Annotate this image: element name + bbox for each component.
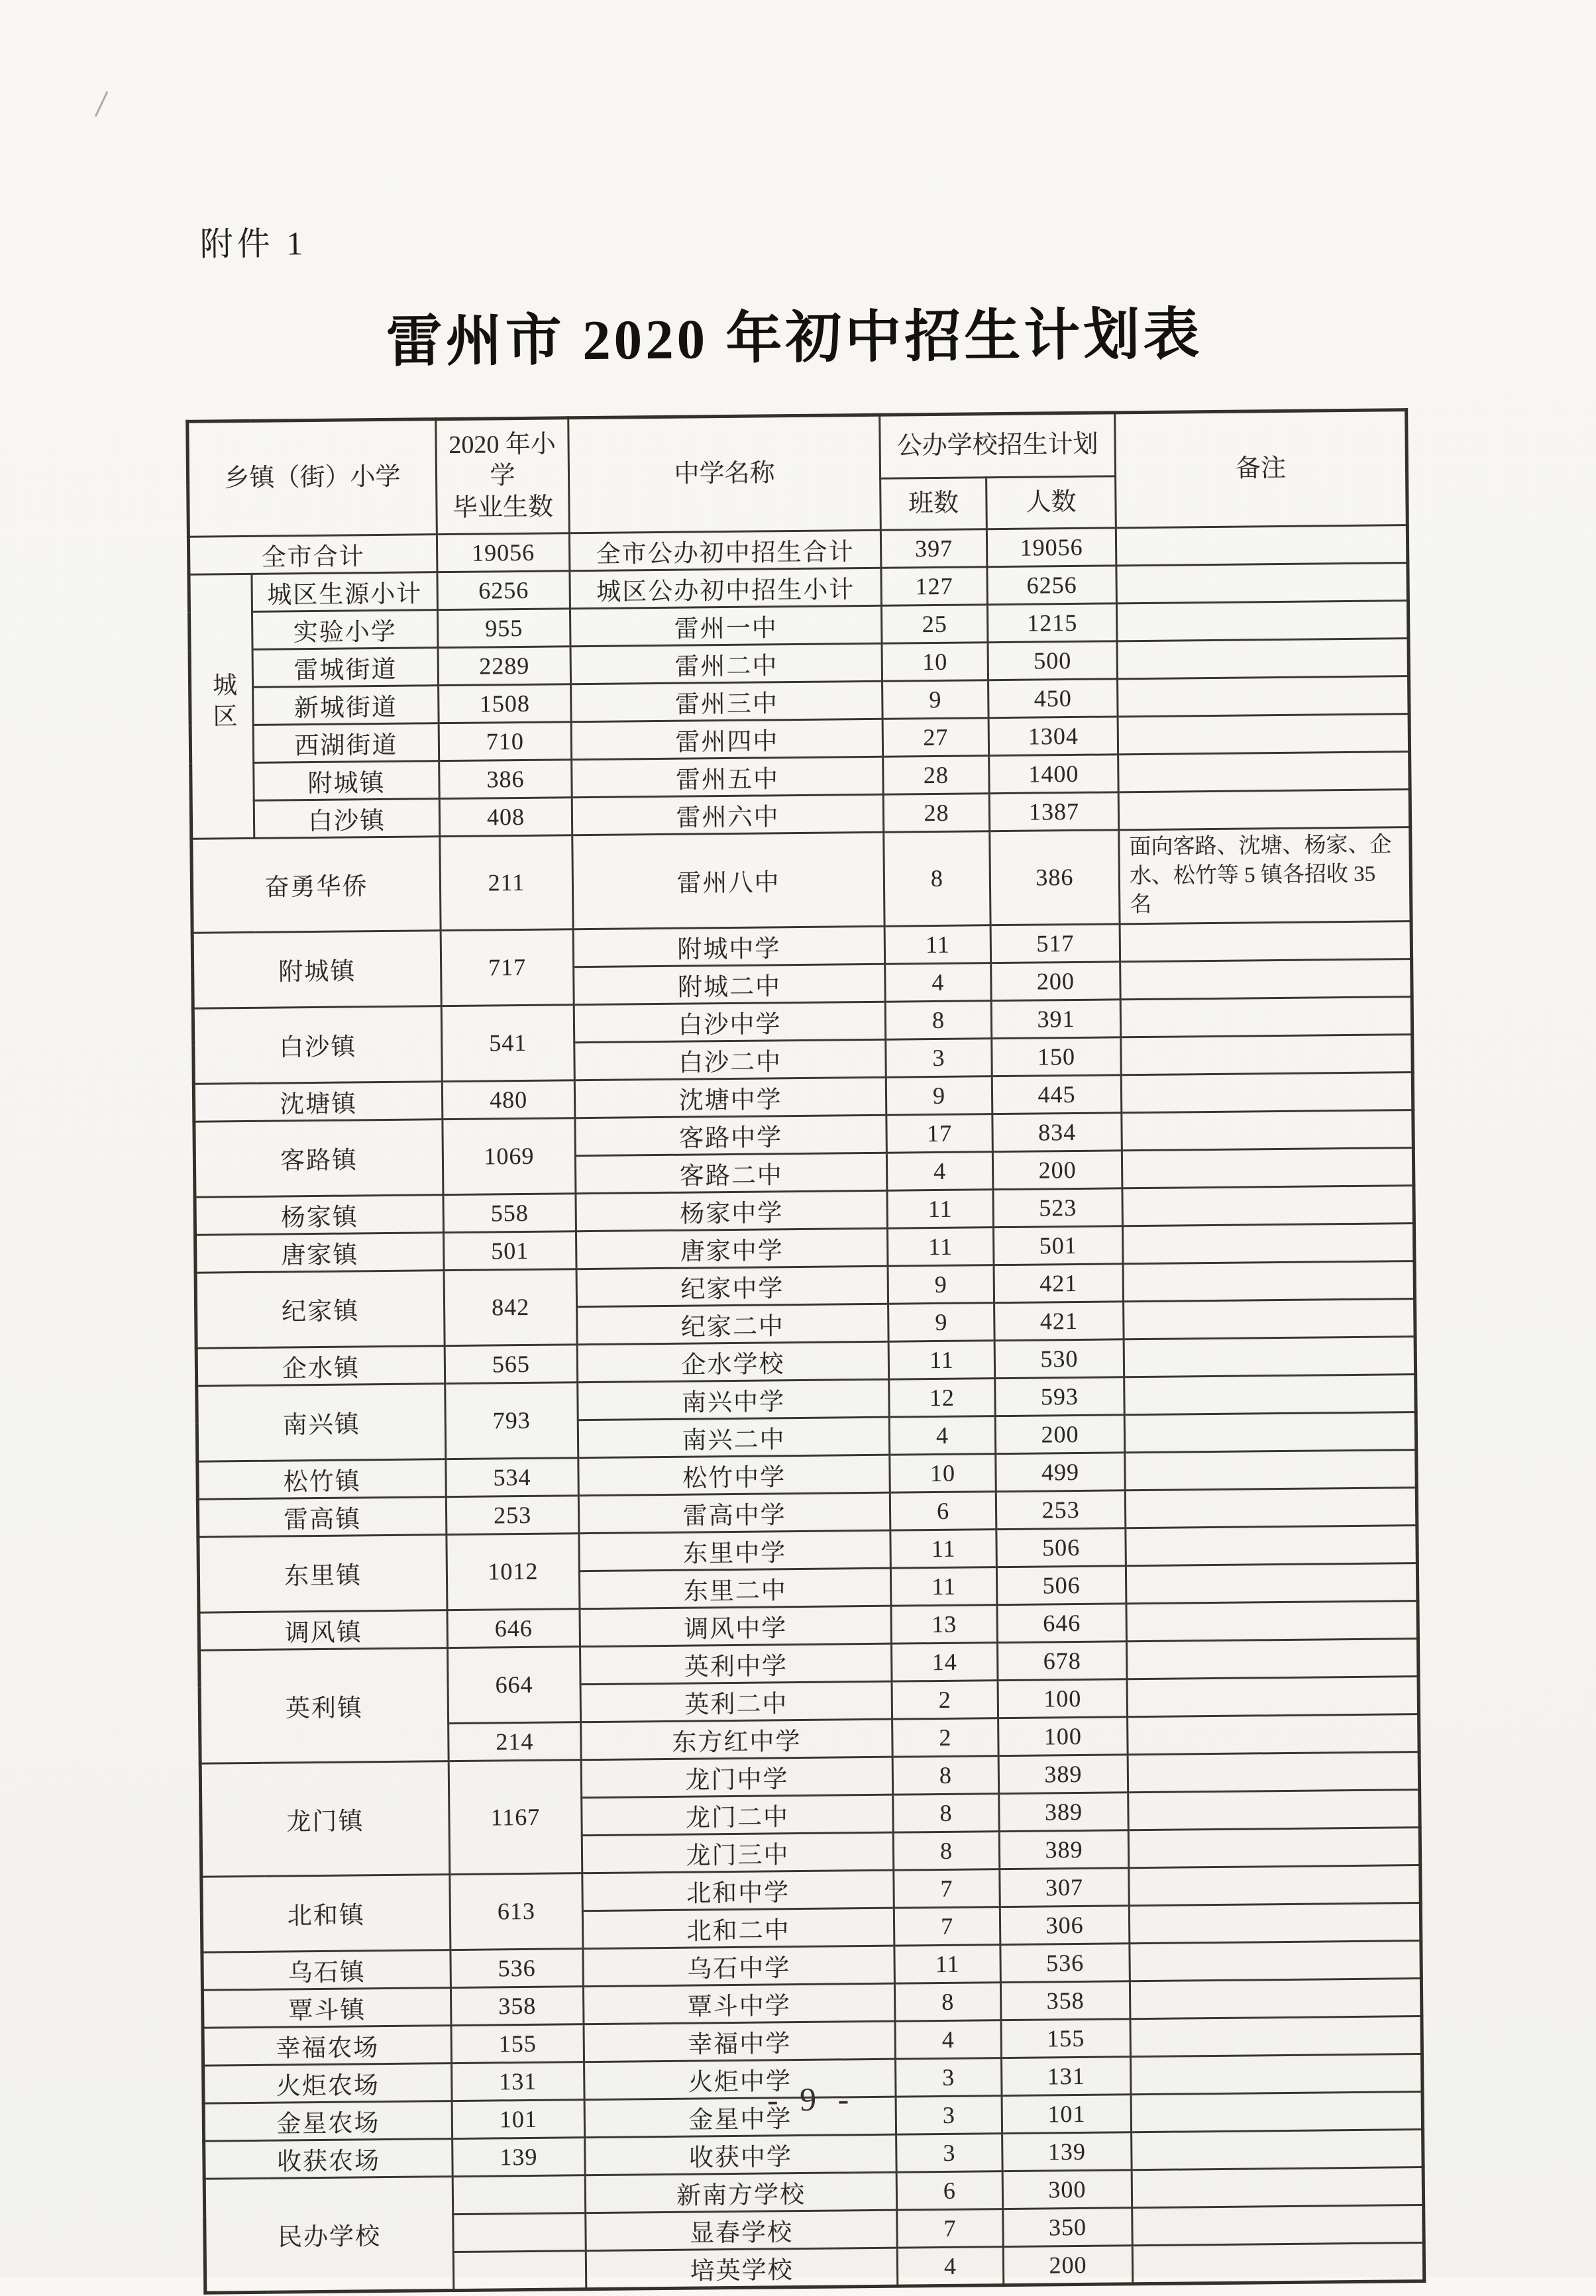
school-name-cell: 东里中学 [579, 1530, 891, 1571]
classes-cell: 13 [891, 1604, 998, 1644]
students-cell: 307 [1000, 1867, 1130, 1906]
classes-cell: 9 [886, 1076, 992, 1115]
school-name-cell: 英利中学 [580, 1644, 892, 1685]
school-name-cell: 南兴中学 [578, 1379, 890, 1420]
graduates-cell: 1069 [443, 1118, 576, 1194]
township-cell: 白沙镇 [254, 799, 440, 839]
school-name-cell: 雷州二中 [570, 643, 882, 684]
header-classes: 班数 [880, 478, 987, 531]
remark-cell [1132, 2242, 1424, 2283]
classes-cell: 4 [897, 2246, 1004, 2286]
students-cell: 1387 [989, 792, 1119, 831]
township-cell: 城区生源小计 [252, 572, 438, 612]
students-cell: 517 [990, 923, 1120, 963]
students-cell: 450 [988, 679, 1118, 718]
school-name-cell: 沈塘中学 [574, 1077, 886, 1118]
graduates-cell: 19056 [437, 533, 570, 572]
classes-cell: 6 [890, 1491, 996, 1530]
classes-cell: 11 [890, 1567, 997, 1606]
remark-cell [1122, 1110, 1414, 1150]
students-cell: 139 [1002, 2132, 1132, 2171]
graduates-cell: 842 [444, 1269, 577, 1345]
header-remark: 备注 [1115, 410, 1408, 528]
students-cell: 523 [993, 1188, 1123, 1227]
remark-cell [1125, 1449, 1417, 1490]
graduates-cell: 358 [451, 1986, 584, 2025]
page-number: - 9 - [767, 2080, 856, 2118]
school-name-cell: 培英学校 [586, 2248, 898, 2289]
school-name-cell: 客路中学 [575, 1115, 887, 1156]
students-cell: 536 [1000, 1943, 1130, 1982]
remark-cell [1120, 921, 1412, 961]
classes-cell: 10 [890, 1453, 996, 1492]
scan-artifact-mark [95, 91, 109, 117]
graduates-cell: 501 [444, 1231, 577, 1270]
township-cell: 纪家镇 [195, 1270, 445, 1348]
students-cell: 1215 [987, 603, 1117, 643]
students-cell: 389 [999, 1830, 1129, 1869]
students-cell: 445 [992, 1074, 1122, 1114]
township-cell: 唐家镇 [195, 1232, 445, 1273]
classes-cell: 28 [883, 756, 990, 795]
classes-cell: 28 [883, 794, 990, 833]
remark-cell [1127, 1676, 1419, 1716]
students-cell: 101 [1002, 2094, 1132, 2133]
classes-cell: 10 [882, 643, 988, 682]
remark-cell [1130, 1978, 1422, 2018]
school-name-cell: 白沙中学 [574, 1002, 886, 1043]
students-cell: 253 [996, 1490, 1126, 1529]
classes-cell: 2 [892, 1680, 998, 1719]
graduates-cell: 793 [445, 1382, 578, 1459]
graduates-cell: 214 [449, 1722, 582, 1761]
remark-cell [1118, 676, 1410, 717]
remark-cell [1124, 1298, 1416, 1339]
school-name-cell: 雷州五中 [572, 757, 884, 798]
district-group-cell [189, 574, 254, 839]
school-name-cell: 龙门二中 [582, 1795, 894, 1836]
school-name-cell: 城区公办初中招生小计 [570, 568, 882, 609]
remark-cell [1128, 1827, 1420, 1867]
students-cell: 593 [995, 1377, 1125, 1416]
remark-cell [1128, 1714, 1420, 1754]
students-cell: 200 [995, 1414, 1125, 1453]
school-name-cell: 北和二中 [582, 1908, 894, 1949]
remark-cell [1116, 601, 1409, 641]
remark-cell [1129, 1865, 1421, 1905]
school-name-cell: 调风中学 [580, 1606, 892, 1647]
school-name-cell: 纪家二中 [577, 1304, 889, 1345]
graduates-cell: 480 [442, 1080, 575, 1119]
remark-cell [1121, 1034, 1413, 1074]
township-cell: 金星农场 [203, 2101, 452, 2141]
township-cell: 收获农场 [204, 2138, 453, 2179]
township-cell: 调风镇 [199, 1610, 448, 1650]
remark-cell [1118, 790, 1410, 830]
header-school: 中学名称 [568, 415, 881, 533]
school-name-cell: 雷州一中 [570, 605, 882, 647]
graduates-cell: 408 [439, 798, 572, 837]
classes-cell: 3 [896, 2133, 1003, 2172]
school-name-cell: 雷州三中 [571, 681, 883, 722]
enrollment-table [186, 408, 1426, 2294]
remark-cell [1116, 525, 1408, 566]
classes-cell: 4 [886, 1151, 993, 1190]
township-cell: 附城镇 [254, 761, 440, 801]
students-cell: 300 [1002, 2169, 1132, 2209]
classes-cell: 14 [891, 1642, 998, 1681]
students-cell: 358 [1000, 1981, 1130, 2020]
school-name-cell: 雷州八中 [572, 832, 884, 929]
graduates-cell: 565 [445, 1344, 578, 1383]
school-name-cell: 东里二中 [579, 1568, 891, 1609]
school-name-cell: 新南方学校 [585, 2172, 897, 2213]
enrollment-table-container [186, 408, 1426, 2294]
school-name-cell: 雷高中学 [578, 1492, 890, 1534]
remark-cell [1126, 1600, 1418, 1641]
students-cell: 6256 [987, 566, 1117, 605]
school-name-cell: 覃斗中学 [583, 1983, 895, 2024]
township-cell: 龙门镇 [200, 1761, 450, 1877]
school-name-cell: 唐家中学 [576, 1228, 888, 1269]
classes-cell: 8 [884, 831, 990, 926]
students-cell: 389 [998, 1754, 1128, 1793]
township-cell: 民办学校 [204, 2176, 454, 2293]
remark-cell [1118, 714, 1410, 755]
classes-cell: 8 [892, 1755, 999, 1795]
students-cell: 1400 [989, 755, 1119, 794]
township-cell: 全市合计 [188, 535, 437, 575]
graduates-cell: 646 [447, 1608, 580, 1647]
school-name-cell: 南兴二中 [578, 1417, 890, 1458]
classes-cell: 9 [888, 1302, 995, 1341]
students-cell: 306 [1000, 1905, 1130, 1944]
classes-cell: 8 [894, 1982, 1001, 2021]
classes-cell: 11 [894, 1944, 1001, 1983]
township-cell: 企水镇 [196, 1345, 445, 1386]
classes-cell: 8 [893, 1831, 1000, 1870]
graduates-cell: 101 [452, 2099, 585, 2138]
classes-cell: 397 [880, 529, 987, 568]
graduates-cell [453, 2250, 586, 2290]
enrollment-table-head [187, 410, 1408, 537]
students-cell: 200 [991, 961, 1121, 1000]
remark-cell [1122, 1223, 1414, 1263]
remark-cell [1126, 1638, 1418, 1679]
classes-cell: 25 [881, 605, 988, 644]
school-name-cell: 纪家中学 [576, 1266, 888, 1307]
students-cell: 421 [994, 1263, 1124, 1302]
classes-cell: 11 [890, 1529, 997, 1568]
graduates-cell: 1167 [449, 1759, 582, 1874]
township-cell: 奋勇华侨 [191, 837, 441, 933]
school-name-cell: 附城二中 [574, 964, 886, 1005]
classes-cell: 4 [889, 1416, 996, 1455]
school-name-cell: 雷州六中 [572, 794, 884, 835]
classes-cell: 11 [887, 1227, 994, 1266]
classes-cell: 9 [888, 1265, 994, 1304]
remark-cell [1124, 1412, 1416, 1452]
remark-cell [1132, 2205, 1424, 2245]
students-cell: 200 [1003, 2245, 1133, 2285]
remark-cell: 面向客路、沈塘、杨家、企水、松竹等 5 镇各招收 35 名 [1119, 827, 1411, 924]
township-cell: 西湖街道 [253, 723, 439, 763]
students-cell: 501 [993, 1226, 1123, 1265]
header-row-1 [187, 410, 1407, 486]
township-cell: 沈塘镇 [193, 1081, 443, 1122]
students-cell: 19056 [986, 528, 1116, 567]
township-cell: 北和镇 [201, 1874, 451, 1952]
school-name-cell: 白沙二中 [574, 1039, 886, 1080]
township-cell: 杨家镇 [195, 1194, 444, 1235]
students-cell: 421 [994, 1301, 1124, 1340]
township-cell: 火炬农场 [203, 2063, 452, 2103]
remark-cell [1125, 1487, 1417, 1528]
school-name-cell: 杨家中学 [576, 1190, 888, 1231]
school-name-cell: 英利二中 [580, 1681, 892, 1722]
remark-cell [1124, 1374, 1416, 1414]
remark-cell [1126, 1563, 1418, 1603]
students-cell: 678 [997, 1641, 1127, 1680]
graduates-cell: 139 [452, 2137, 586, 2176]
classes-cell: 6 [896, 2171, 1003, 2210]
classes-cell: 3 [896, 2095, 1002, 2134]
school-name-cell: 附城中学 [573, 926, 885, 967]
classes-cell: 8 [885, 1000, 992, 1039]
school-name-cell: 显春学校 [586, 2210, 898, 2251]
students-cell: 530 [994, 1339, 1124, 1378]
graduates-cell: 1012 [447, 1533, 580, 1610]
school-name-cell: 企水学校 [577, 1341, 889, 1383]
header-students: 人数 [986, 476, 1116, 529]
graduates-cell: 710 [439, 722, 572, 761]
graduates-cell: 664 [448, 1646, 581, 1723]
students-cell: 150 [992, 1037, 1122, 1076]
students-cell: 200 [992, 1150, 1122, 1189]
classes-cell: 9 [882, 680, 989, 719]
graduates-cell: 6256 [437, 571, 570, 610]
students-cell: 646 [997, 1603, 1127, 1642]
remark-cell [1116, 563, 1409, 603]
school-name-cell: 松竹中学 [578, 1455, 890, 1496]
township-cell: 东里镇 [198, 1534, 447, 1612]
students-cell: 131 [1002, 2056, 1132, 2095]
remark-cell [1130, 2016, 1422, 2056]
classes-cell: 11 [887, 1189, 994, 1228]
school-name-cell: 全市公办初中招生合计 [569, 530, 881, 571]
students-cell: 155 [1001, 2018, 1131, 2058]
graduates-cell: 613 [450, 1873, 583, 1950]
attachment-label: 附件 1 [199, 225, 307, 263]
graduates-cell: 155 [451, 2024, 584, 2063]
graduates-cell: 211 [440, 835, 573, 931]
remark-cell [1122, 1185, 1414, 1226]
township-cell: 白沙镇 [193, 1006, 442, 1084]
header-graduates [436, 418, 570, 535]
remark-cell [1130, 1940, 1422, 1981]
classes-cell: 4 [885, 963, 992, 1002]
header-plan: 公办学校招生计划 [880, 413, 1116, 478]
graduates-cell: 1508 [439, 684, 572, 723]
graduates-cell [453, 2213, 586, 2252]
school-name-cell: 东方红中学 [581, 1719, 893, 1760]
township-cell: 英利镇 [199, 1647, 449, 1763]
township-cell: 松竹镇 [197, 1459, 447, 1499]
classes-cell: 7 [894, 1869, 1000, 1908]
classes-cell: 3 [886, 1038, 992, 1077]
students-cell: 499 [996, 1452, 1126, 1491]
school-name-cell: 龙门中学 [581, 1757, 893, 1798]
students-cell: 100 [998, 1716, 1128, 1755]
school-name-cell: 幸福中学 [584, 2021, 896, 2062]
township-cell: 南兴镇 [197, 1383, 446, 1461]
remark-cell [1120, 996, 1412, 1037]
township-cell: 雷高镇 [197, 1496, 447, 1537]
graduates-cell: 2289 [438, 647, 571, 686]
students-cell: 386 [990, 830, 1120, 925]
header-township: 乡镇（街）小学 [187, 419, 437, 537]
township-cell: 实验小学 [252, 610, 438, 650]
students-cell: 506 [996, 1528, 1126, 1567]
classes-cell: 27 [882, 718, 989, 757]
school-name-cell: 雷州四中 [571, 719, 883, 760]
table-row [191, 827, 1411, 933]
remark-cell [1117, 639, 1409, 679]
enrollment-table-body [188, 525, 1424, 2293]
remark-cell [1132, 2129, 1424, 2169]
students-cell: 391 [991, 999, 1121, 1038]
remark-cell [1118, 752, 1410, 792]
school-name-cell: 龙门三中 [582, 1832, 894, 1873]
remark-cell [1128, 1789, 1420, 1830]
classes-cell: 11 [888, 1340, 995, 1379]
students-cell: 1304 [988, 717, 1118, 756]
township-cell: 乌石镇 [202, 1950, 451, 1990]
classes-cell: 8 [893, 1793, 1000, 1832]
remark-cell [1132, 2167, 1424, 2207]
graduates-cell: 541 [441, 1004, 574, 1081]
classes-cell: 17 [886, 1114, 993, 1153]
graduates-cell: 717 [441, 929, 574, 1006]
graduates-cell: 558 [443, 1193, 576, 1232]
school-name-cell: 北和中学 [582, 1870, 894, 1911]
header-graduates-line1: 2020 年小学 [449, 430, 557, 490]
classes-cell: 7 [897, 2209, 1004, 2248]
graduates-cell: 955 [437, 609, 570, 648]
classes-cell: 3 [896, 2058, 1002, 2097]
school-name-cell: 收获中学 [585, 2134, 897, 2175]
remark-cell [1129, 1903, 1421, 1943]
graduates-cell: 131 [452, 2061, 585, 2101]
remark-cell [1124, 1336, 1416, 1377]
remark-cell [1123, 1261, 1415, 1301]
graduates-cell: 253 [446, 1495, 579, 1534]
township-cell: 幸福农场 [203, 2025, 452, 2065]
page-title: 雷州市 2020 年初中招生计划表 [386, 303, 1203, 374]
township-cell: 新城街道 [253, 686, 439, 725]
classes-cell: 2 [892, 1718, 999, 1757]
school-name-cell: 客路二中 [575, 1153, 887, 1194]
students-cell: 834 [992, 1112, 1122, 1151]
township-cell: 雷城街道 [252, 648, 439, 688]
township-cell: 覃斗镇 [202, 1987, 451, 2028]
students-cell: 389 [999, 1792, 1129, 1831]
district-group-label: 城区 [208, 672, 237, 735]
classes-cell: 11 [884, 925, 991, 964]
classes-cell: 12 [889, 1378, 996, 1417]
students-cell: 350 [1003, 2207, 1133, 2246]
header-graduates-line2: 毕业生数 [452, 493, 554, 522]
remark-cell [1126, 1525, 1418, 1565]
school-name-cell: 金星中学 [584, 2097, 896, 2138]
remark-cell [1121, 1072, 1413, 1112]
township-cell: 附城镇 [192, 930, 441, 1008]
graduates-cell: 386 [439, 760, 572, 799]
students-cell: 506 [996, 1565, 1126, 1604]
students-cell: 500 [988, 641, 1118, 680]
classes-cell: 7 [894, 1906, 1000, 1946]
remark-cell [1122, 1147, 1414, 1188]
graduates-cell: 536 [451, 1948, 584, 1987]
school-name-cell: 乌石中学 [583, 1946, 895, 1987]
school-name-cell: 火炬中学 [584, 2059, 896, 2100]
remark-cell [1128, 1751, 1420, 1792]
classes-cell: 127 [881, 567, 988, 606]
classes-cell: 4 [895, 2020, 1002, 2059]
students-cell: 100 [998, 1679, 1128, 1718]
township-cell: 客路镇 [194, 1119, 443, 1197]
remark-cell [1120, 959, 1412, 999]
graduates-cell [452, 2175, 586, 2214]
graduates-cell: 534 [446, 1457, 579, 1496]
